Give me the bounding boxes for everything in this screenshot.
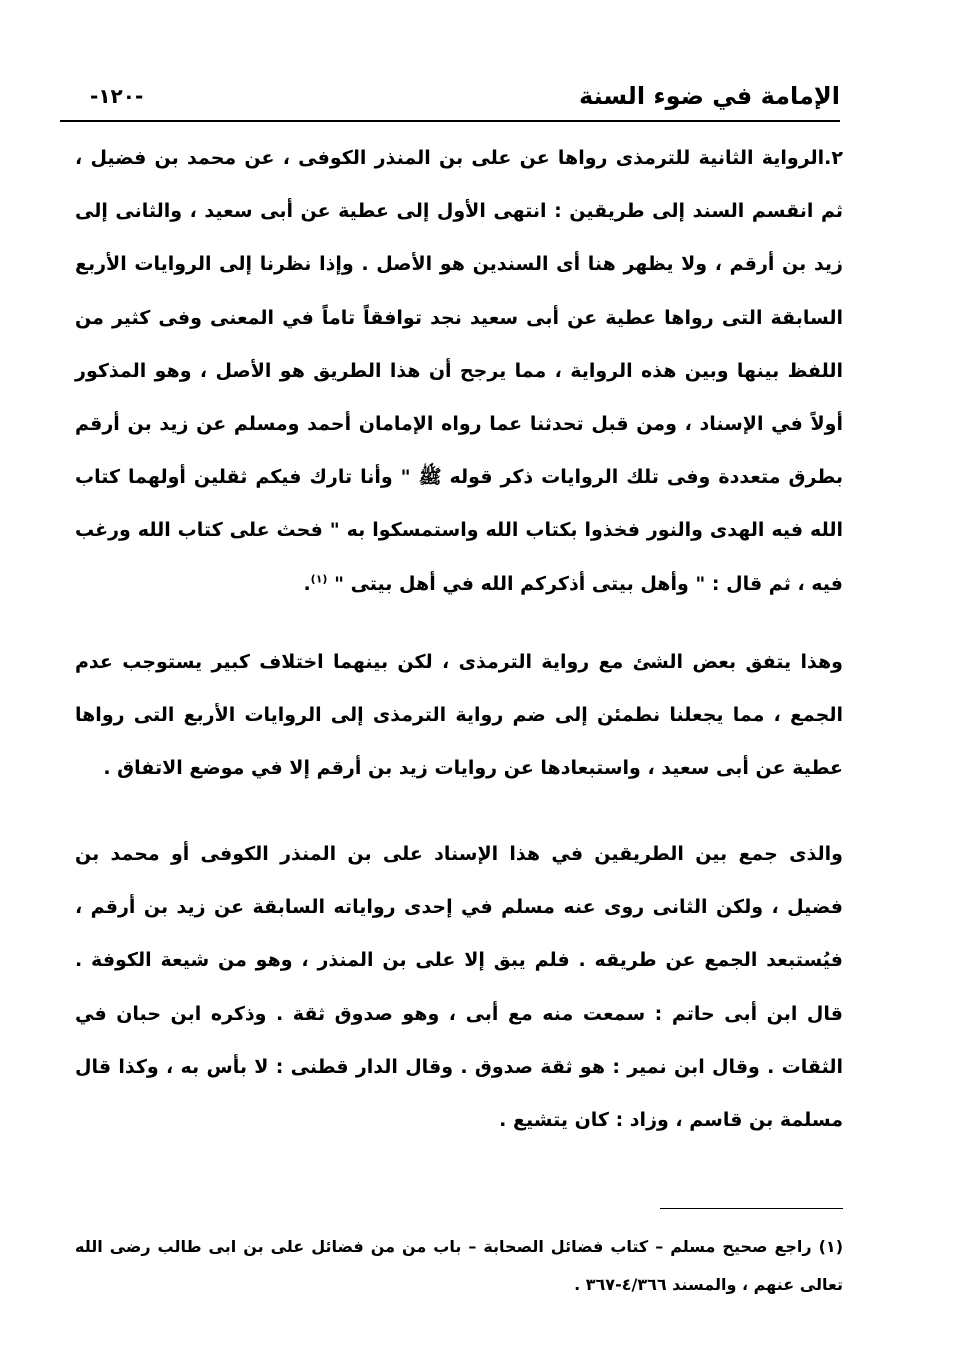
paragraph-2: وهذا يتفق بعض الشئ مع رواية الترمذى ، لكن بينهما اختلاف كبير يستوجب عدم الجمع ، مما يجعلنا نطمئن إلى ضم رواية الترمذى إلى الروايات الأربع التى رواها عطية عن أبى سعيد ، واستبعادها عن روايات زيد بن أرقم إلا في موضع الاتفاق . — [75, 651, 843, 780]
footnote-reference: (١) — [310, 572, 328, 586]
running-title: الإمامة في ضوء السنة — [579, 82, 840, 110]
page-header — [60, 78, 840, 122]
paragraph-1 — [75, 132, 843, 611]
paragraph-3: والذى جمع بين الطريقين في هذا الإسناد على بن المنذر الكوفى أو محمد بن فضيل ، ولكن الثانى روى عنه مسلم في إحدى رواياته السابقة عن زيد بن أرقم ، فيُستبعد الجمع عن طريقه . فلم يبق إلا على بن المنذر ، وهو من شيعة الكوفة . قال ابن أبى حاتم : سمعت منه مع أبى ، وهو صدوق ثقة . وذكره ابن حبان في الثقات . وقال ابن نمير : هو ثقة صدوق . وقال الدار قطنى : لا بأس به ، وكذا قال مسلمة بن قاسم ، وزاد : كان يتشيع . — [75, 843, 843, 1132]
footnote — [75, 1228, 843, 1304]
paragraph-1-text: ٢.الرواية الثانية للترمذى رواها عن على بن المنذر الكوفى ، عن محمد بن فضيل ، ثم انقسم السند إلى طريقين : انتهى الأول إلى عطية عن أبى سعيد ، والثانى إلى زيد بن أرقم ، ولا يظهر هنا أى السندين هو الأصل . وإذا نظرنا إلى الروايات الأربع السابقة التى رواها عطية عن أبى سعيد نجد توافقاً تاماً في المعنى وفى كثير من اللفظ بينها وبين هذه الرواية ، مما يرجح أن هذا الطريق هو الأصل ، وهو المذكور أولاً في الإسناد ، ومن قبل تحدثنا عما رواه الإمامان أحمد ومسلم عن زيد بن أرقم بطرق متعددة وفى تلك الروايات ذكر قوله ﷺ " وأنا تارك فيكم ثقلين أولهما كتاب الله فيه الهدى والنور فخذوا بكتاب الله واستمسكوا به " فحث على كتاب الله ورغب فيه ، ثم قال : " وأهل بيتى أذكركم الله في أهل بيتى " — [75, 147, 843, 595]
footnote-divider — [660, 1208, 843, 1209]
footnote-number: (١) — [818, 1237, 843, 1256]
page-number: -١٢٠- — [90, 84, 144, 108]
footnote-text: راجع صحيح مسلم – كتاب فضائل الصحابة – باب من من فضائل على بن ابى طالب رضى الله تعالى عنهم ، والمسند ٤/٣٦٦-٣٦٧ . — [75, 1237, 843, 1294]
paragraph-1-tail: . — [303, 572, 311, 595]
